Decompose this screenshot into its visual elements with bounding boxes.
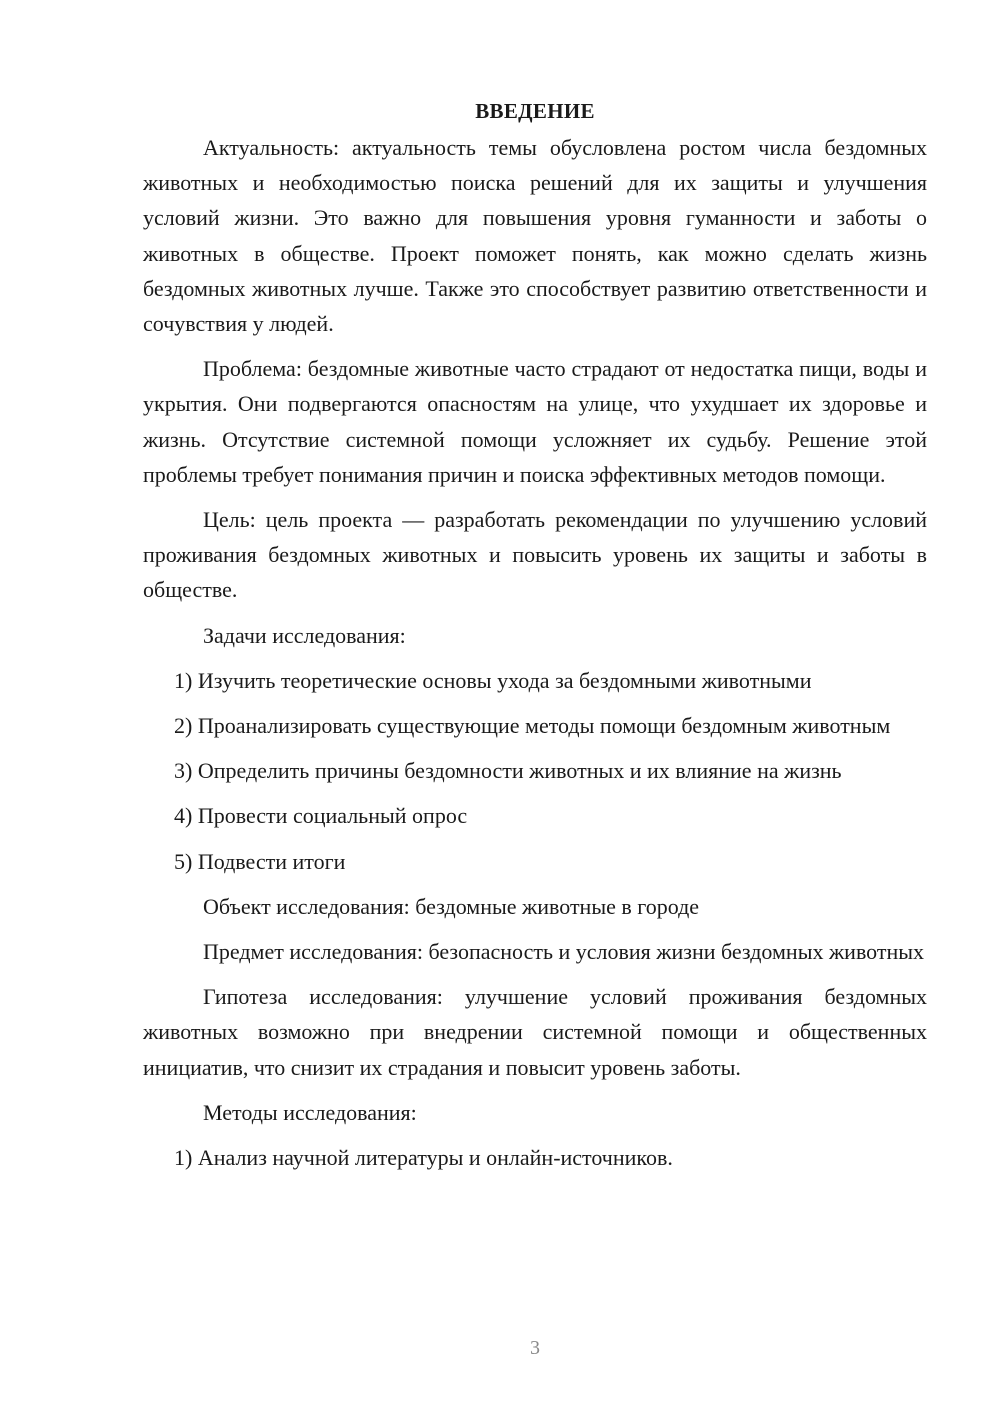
goal-paragraph: Цель: цель проекта — разработать рекомендации по улучшению условий проживания бездомных животных и повысить уровень их защиты и заботы в обществе. <box>143 507 927 603</box>
task-item-2: 2) Проанализировать существующие методы помощи бездомным животным <box>174 713 891 739</box>
object-paragraph: Объект исследования: бездомные животные в городе <box>203 893 700 919</box>
section-heading: ВВЕДЕНИЕ <box>475 99 595 123</box>
task-item-1: 1) Изучить теоретические основы ухода за бездомными животными <box>174 667 812 693</box>
method-item-1: 1) Анализ научной литературы и онлайн-источников. <box>174 1145 673 1171</box>
task-item-4: 4) Провести социальный опрос <box>174 803 468 829</box>
task-item-5: 5) Подвести итоги <box>174 848 346 874</box>
problem-paragraph: Проблема: бездомные животные часто страдают от недостатка пищи, воды и укрытия. Они подвергаются опасностям на улице, что ухудшает их здоровье и жизнь. Отсутствие системной помощи усложняет их судьбу. Решение этой проблемы требует понимания причин и поиска эффективных методов помощи. <box>143 356 927 487</box>
methods-heading: Методы исследования: <box>203 1099 417 1125</box>
relevance-paragraph: Актуальность: актуальность темы обусловлена ростом числа бездомных животных и необходимостью поиска решений для их защиты и улучшения условий жизни. Это важно для повышения уровня гуманности и заботы о животных в обществе. Проект поможет понять, как можно сделать жизнь бездомных животных лучше. Также это способствует развитию ответственности и сочувствия у людей. <box>143 135 927 337</box>
task-item-3: 3) Определить причины бездомности животных и их влияние на жизнь <box>174 758 842 784</box>
page-content <box>143 94 927 1185</box>
methods-list <box>143 1140 927 1175</box>
page-number: 3 <box>530 1337 540 1359</box>
tasks-heading: Задачи исследования: <box>203 622 406 648</box>
hypothesis-paragraph: Гипотеза исследования: улучшение условий проживания бездомных животных возможно при внедрении системной помощи и общественных инициатив, что снизит их страдания и повысит уровень заботы. <box>143 984 927 1080</box>
tasks-list <box>143 663 927 879</box>
subject-paragraph: Предмет исследования: безопасность и условия жизни бездомных животных <box>203 939 925 965</box>
